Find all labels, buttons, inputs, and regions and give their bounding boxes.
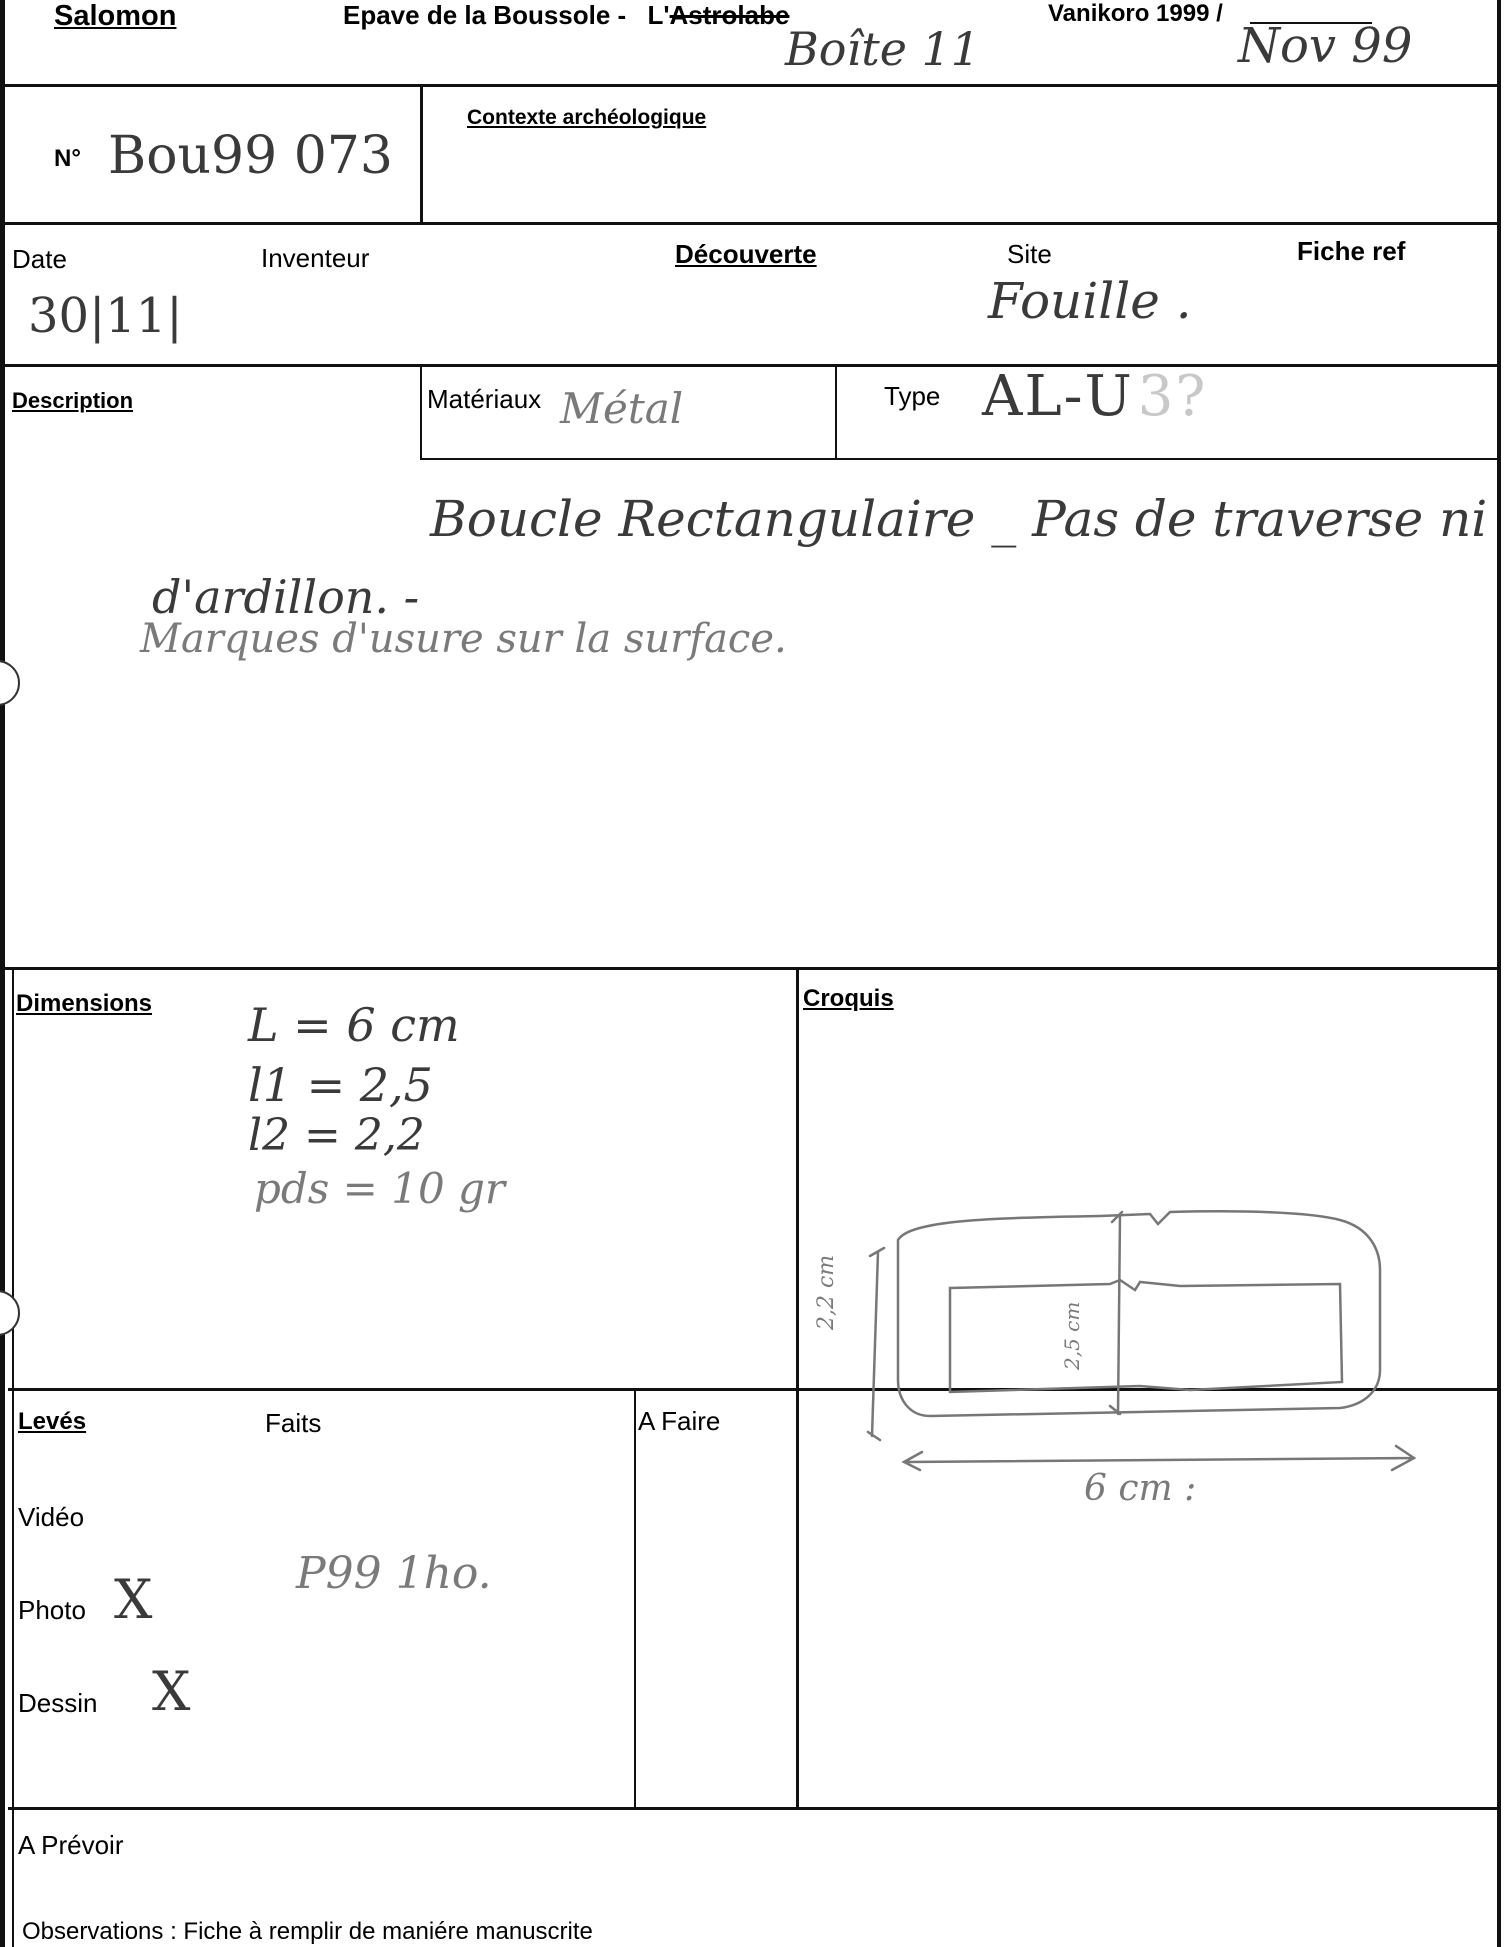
dimension-line: pds = 10 gr bbox=[254, 1164, 505, 1213]
rule-header bbox=[0, 84, 1500, 87]
drawing-mark: X bbox=[152, 1660, 191, 1723]
title-prefix: Epave de la Boussole - bbox=[343, 0, 627, 30]
materials-value: Métal bbox=[560, 384, 684, 433]
divider-todo bbox=[634, 1390, 636, 1808]
date-value: 30|11| bbox=[28, 288, 183, 344]
dimension-line: l2 = 2,2 bbox=[248, 1110, 425, 1161]
todo-label: A Faire bbox=[638, 1406, 721, 1436]
inner-left-rule bbox=[12, 969, 14, 1947]
title-struck: Astrolabe bbox=[669, 0, 790, 30]
sketch-inner-outline bbox=[950, 1280, 1342, 1392]
photo-reference: P99 1ho. bbox=[296, 1548, 492, 1599]
divider-materials bbox=[420, 366, 422, 460]
rule-surveys bbox=[8, 1807, 1500, 1810]
rule-materials-bottom bbox=[422, 458, 1500, 460]
sketch-inner-dim: 2,5 cm bbox=[1060, 1301, 1084, 1370]
sketch-center-dimension bbox=[1110, 1212, 1122, 1414]
video-label: Vidéo bbox=[18, 1502, 85, 1532]
rule-id bbox=[0, 222, 1500, 225]
rule-discovery bbox=[0, 364, 1500, 367]
sketch-bottom-dimension bbox=[904, 1446, 1414, 1470]
buckle-sketch bbox=[840, 1200, 1440, 1500]
type-label: Type bbox=[884, 381, 941, 411]
type-value-main: AL-U bbox=[982, 364, 1134, 429]
description-label: Description bbox=[12, 388, 134, 413]
punch-hole bbox=[0, 660, 20, 706]
sketch-left-dim: 2,2 cm bbox=[814, 1254, 839, 1330]
photo-mark: X bbox=[114, 1568, 153, 1631]
wreck-title bbox=[343, 0, 789, 31]
frame-right bbox=[1497, 0, 1501, 1947]
ref-label: Fiche ref bbox=[1297, 236, 1406, 266]
box-number: Boîte 11 bbox=[785, 22, 981, 76]
frame-left bbox=[0, 0, 5, 1947]
description-line-3: Marques d'usure sur la surface. bbox=[140, 616, 787, 662]
surveys-label: Levés bbox=[18, 1408, 87, 1435]
type-value bbox=[982, 364, 1207, 429]
description-line-1: Boucle Rectangulaire _ Pas de traverse ni bbox=[430, 490, 1488, 548]
dimensions-label: Dimensions bbox=[16, 990, 153, 1017]
divider-type bbox=[835, 366, 837, 460]
materials-label: Matériaux bbox=[427, 384, 542, 414]
inventor-label: Inventeur bbox=[261, 243, 370, 273]
divider-sketch bbox=[796, 969, 799, 1809]
drawing-label: Dessin bbox=[18, 1688, 98, 1718]
site-value: Fouille . bbox=[988, 272, 1192, 330]
dimension-line: L = 6 cm bbox=[248, 998, 460, 1052]
number-value: Bou99 073 bbox=[108, 126, 393, 186]
site-label: Site bbox=[1007, 239, 1052, 269]
photo-label: Photo bbox=[18, 1595, 86, 1625]
observations-text: Observations : Fiche à remplir de maniére manuscrite bbox=[22, 1918, 593, 1945]
type-value-faint: 3? bbox=[1137, 364, 1208, 429]
done-label: Faits bbox=[265, 1408, 322, 1438]
sketch-label: Croquis bbox=[803, 985, 894, 1012]
context-label: Contexte archéologique bbox=[467, 106, 707, 129]
date-label: Date bbox=[12, 244, 67, 274]
discovery-label: Découverte bbox=[675, 239, 817, 269]
plan-label: A Prévoir bbox=[18, 1830, 124, 1860]
sketch-left-dimension bbox=[868, 1248, 884, 1440]
rule-description bbox=[0, 967, 1500, 970]
number-label: N° bbox=[54, 145, 81, 172]
campaign-label: Vanikoro 1999 / bbox=[1048, 0, 1223, 27]
header-date: Nov 99 bbox=[1238, 18, 1413, 74]
title-l: L' bbox=[647, 0, 670, 30]
dimension-line: l1 = 2,5 bbox=[248, 1058, 433, 1112]
punch-hole bbox=[0, 1290, 20, 1336]
description-line-2: d'ardillon. - bbox=[152, 570, 420, 624]
divider-id bbox=[420, 86, 423, 223]
sketch-bottom-dim: 6 cm : bbox=[1084, 1468, 1197, 1509]
owner-name: Salomon bbox=[54, 0, 177, 32]
